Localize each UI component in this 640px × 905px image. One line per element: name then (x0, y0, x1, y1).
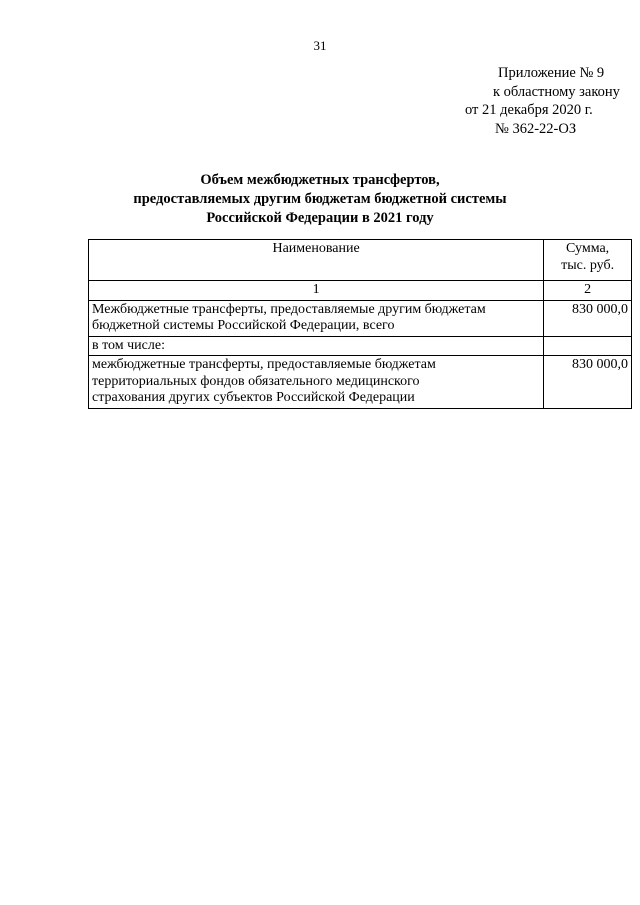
row-name-line: страхования других субъектов Российской Федерации (92, 390, 415, 405)
table-row (89, 356, 632, 409)
row-name (89, 336, 544, 356)
row-sum (544, 336, 632, 356)
title-line-3: Российской Федерации в 2021 году (206, 210, 434, 226)
column-number-2: 2 (544, 281, 632, 301)
table-header-row (89, 240, 632, 281)
annex-law-reference: к областному закону (493, 83, 620, 100)
column-number-row (89, 281, 632, 301)
table-row (89, 300, 632, 336)
row-name-line: бюджетной системы Российской Федерации, всего (92, 318, 395, 333)
annex-date: от 21 декабря 2020 г. (465, 102, 593, 118)
row-name-line: в том числе: (92, 337, 165, 353)
document-title (0, 171, 640, 228)
annex-reference (440, 64, 630, 138)
header-name: Наименование (89, 240, 544, 281)
annex-law-number: № 362-22-ОЗ (495, 120, 577, 137)
row-name-line: территориальных фондов обязательного медицинского (92, 373, 420, 389)
row-name-line: межбюджетные трансферты, предоставляемые бюджетам (92, 357, 436, 372)
table-row (89, 336, 632, 356)
header-sum-line-2: тыс. руб. (561, 257, 615, 273)
title-line-1: Объем межбюджетных трансфертов, (200, 172, 440, 188)
header-sum (544, 240, 632, 281)
row-name-line: Межбюджетные трансферты, предоставляемые другим бюджетам (92, 301, 486, 317)
transfers-table (88, 239, 632, 409)
column-number-1: 1 (89, 281, 544, 301)
title-line-2: предоставляемых другим бюджетам бюджетной системы (133, 191, 507, 207)
page-number: 31 (313, 38, 327, 53)
row-name (89, 356, 544, 409)
row-sum: 830 000,0 (544, 300, 632, 336)
row-name (89, 300, 544, 336)
row-sum: 830 000,0 (544, 356, 632, 409)
annex-title: Приложение № 9 (498, 65, 605, 81)
header-sum-line-1: Сумма, (566, 241, 610, 256)
